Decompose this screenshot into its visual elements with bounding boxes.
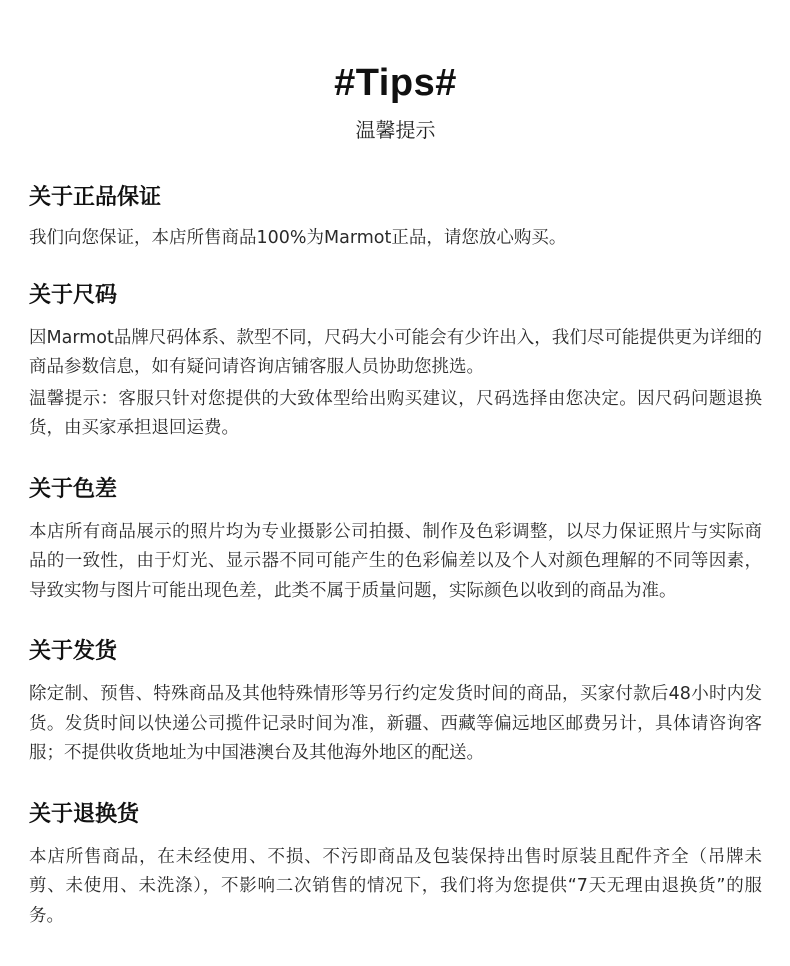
section-paragraph: 我们向您保证，本店所售商品100%为Marmot正品，请您放心购买。 <box>29 228 567 248</box>
page-title: #Tips# <box>334 62 457 104</box>
section-paragraph: 因Marmot品牌尺码体系、款型不同，尺码大小可能会有少许出入，我们尽可能提供更为详细的商品参数信息，如有疑问请咨询店铺客服人员协助您挑选。 <box>29 327 762 377</box>
section-heading: 关于退换货 <box>29 801 140 827</box>
section-heading: 关于发货 <box>29 639 118 664</box>
section-paragraph-note: 温馨提示：客服只针对您提供的大致体型给出购买建议，尺码选择由您决定。因尺码问题退换货，由买家承担退回运费。 <box>29 388 762 438</box>
section-paragraph: 本店所有商品展示的照片均为专业摄影公司拍摄、制作及色彩调整，以尽力保证照片与实际商品的一致性，由于灯光、显示器不同可能产生的色彩偏差以及个人对颜色理解的不同等因素，导致实物与图片可能出现色差，此类不属于质量问题，实际颜色以收到的商品为准。 <box>29 521 762 601</box>
section-heading: 关于色差 <box>29 476 118 502</box>
section-authenticity <box>29 182 762 254</box>
section-paragraph: 本店所售商品，在未经使用、不损、不污即商品及包装保持出售时原装且配件齐全（吊牌未剪、未使用、未洗涤），不影响二次销售的情况下，我们将为您提供“7天无理由退换货”的服务。 <box>29 846 762 926</box>
section-heading: 关于正品保证 <box>29 185 162 210</box>
section-returns <box>29 799 762 932</box>
section-heading: 关于尺码 <box>29 282 118 308</box>
section-color-difference <box>29 474 762 607</box>
section-sizing <box>29 280 762 444</box>
section-paragraph: 除定制、预售、特殊商品及其他特殊情形等另行约定发货时间的商品，买家付款后48小时内发货。发货时间以快递公司揽件记录时间为准，新疆、西藏等偏远地区邮费另计，具体请咨询客服；不提供收货地址为中国港澳台及其他海外地区的配送。 <box>29 684 762 763</box>
page-subtitle: 温馨提示 <box>355 118 436 142</box>
section-shipping <box>29 636 762 769</box>
